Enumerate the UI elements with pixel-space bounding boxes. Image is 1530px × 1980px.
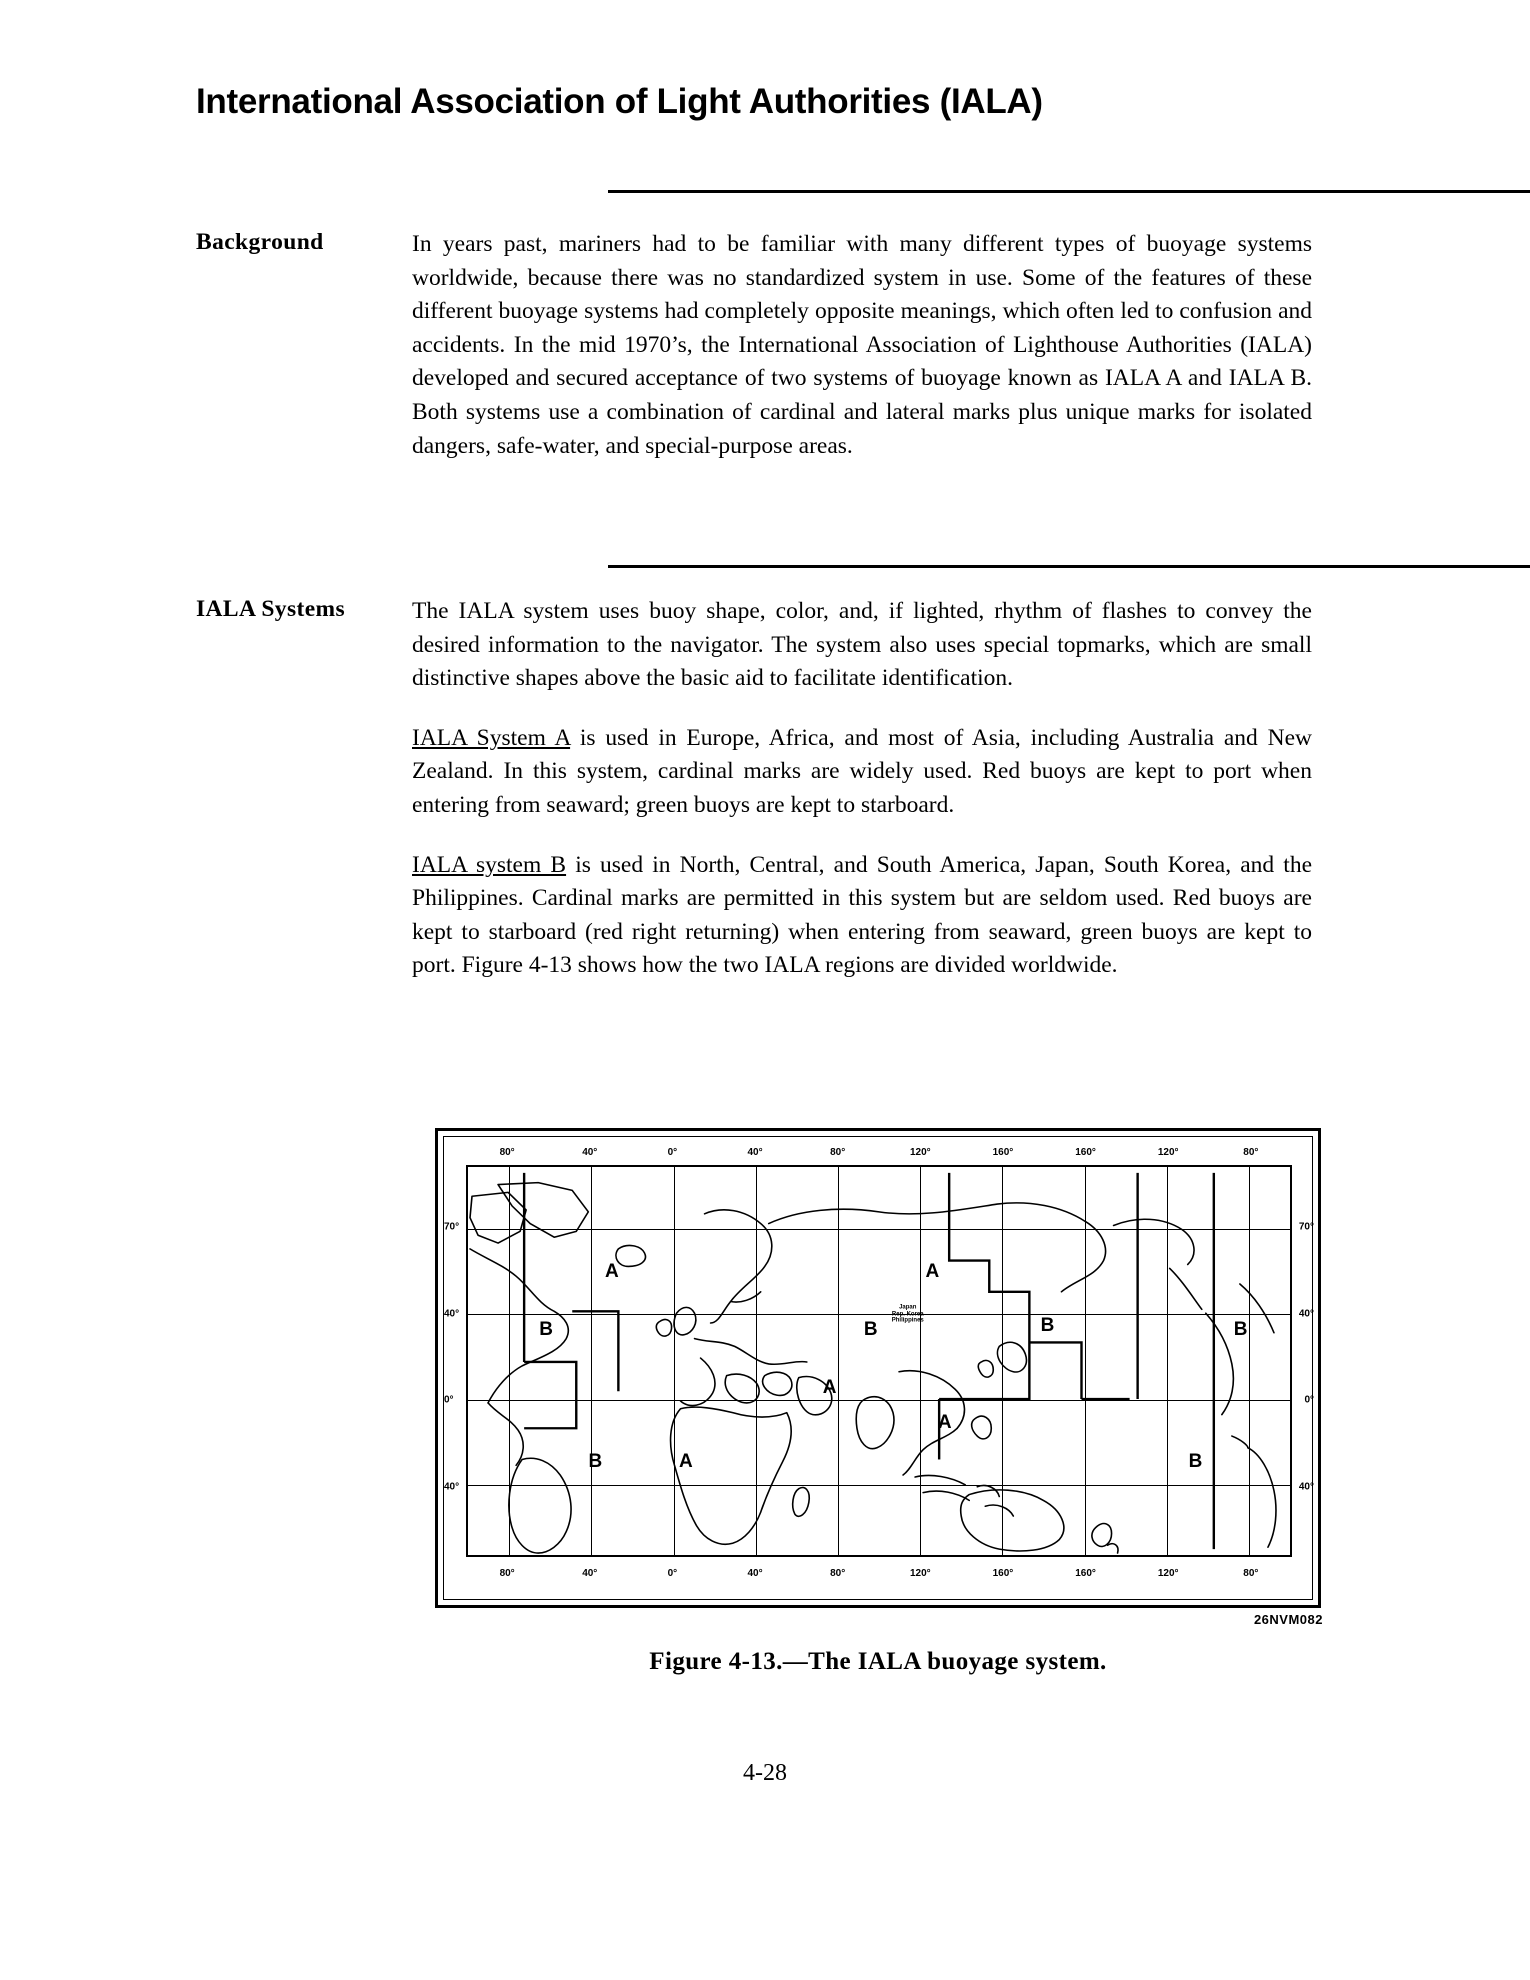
section-body-iala-systems [412, 595, 1312, 983]
map-tick-label-right: 40° [1298, 1481, 1314, 1493]
map-tick-label-left: 70° [444, 1221, 460, 1233]
map-tick-label-top: 120° [1157, 1147, 1179, 1158]
map-tick-label-top: 160° [1075, 1147, 1096, 1158]
map-region-label-b: B [539, 1318, 553, 1340]
map-tick-label-bottom: 160° [992, 1568, 1014, 1579]
section-label-iala-systems: IALA Systems [196, 596, 346, 622]
map-tick-label-left: 40° [444, 1481, 460, 1493]
map-country-label: Japan Rep. Korea Philippines [891, 1304, 924, 1324]
figure-caption: Figure 4-13.—The IALA buoyage system. [649, 1648, 1107, 1675]
paragraph-intro: The IALA system uses buoy shape, color, and, if lighted, rhythm of flashes to convey the desired information to the navigator. The system also uses special topmarks, which are small distinctive shapes above the basic aid to facilitate identification. [412, 598, 1312, 692]
map-tick-label-top: 80° [830, 1147, 846, 1158]
section-divider-top [608, 190, 1530, 193]
map-region-label-a: A [937, 1412, 952, 1434]
map-tick-label-bottom: 120° [909, 1568, 931, 1579]
map-region-label-a: A [925, 1260, 940, 1282]
system-b-term: IALA system B [412, 851, 567, 878]
map-tick-label-top: 80° [499, 1147, 515, 1158]
map-tick-label-bottom: 80° [499, 1568, 515, 1579]
system-a-text: is used in Europe, Africa, and most of Asia, including Australia and New Zealand. In this system, cardinal marks are widely used. Red buoys are kept to port when entering from seaward; green buoys are kept to starboard. [412, 724, 1312, 818]
map-region-label-a: A [678, 1450, 693, 1472]
section-divider-middle [608, 565, 1530, 568]
map-tick-label-top: 120° [909, 1147, 931, 1158]
section-label-background: Background [196, 229, 324, 255]
map-tick-label-left: 40° [444, 1308, 460, 1320]
paragraph-system-a [412, 722, 1312, 823]
map-region-label-b: B [1233, 1318, 1248, 1340]
map-source-code: 26NVM082 [1253, 1612, 1323, 1627]
map-tick-label-bottom: 40° [582, 1568, 598, 1579]
map-tick-label-right: 0° [1304, 1394, 1314, 1406]
map-tick-label-bottom: 160° [1075, 1568, 1096, 1579]
system-a-term: IALA System A [412, 724, 571, 751]
map-region-label-b: B [588, 1450, 603, 1472]
map-tick-label-top: 40° [582, 1147, 598, 1158]
map-tick-label-bottom: 0° [667, 1568, 678, 1579]
paragraph: In years past, mariners had to be familiar with many different types of buoyage systems worldwide, because there was no standardized system in use. Some of the features of these different buoyage systems had completely opposite meanings, which often led to confusion and accidents. In the mid 1970’s, the International Association of Lighthouse Authorities (IALA) developed and secured acceptance of two systems of buoyage known as IALA A and IALA B. Both systems use a combination of cardinal and lateral marks plus unique marks for isolated dangers, safe-water, and special-purpose areas. [412, 231, 1312, 459]
map-tick-label-top: 40° [747, 1147, 763, 1158]
figure-4-13 [435, 1128, 1325, 1675]
map-tick-label-bottom: 80° [830, 1568, 846, 1579]
map-tick-label-right: 40° [1298, 1308, 1314, 1320]
map-region-label-a: A [604, 1260, 619, 1282]
map-region-label-a: A [822, 1377, 837, 1399]
map-tick-label-left: 0° [444, 1394, 454, 1406]
section-body-background [412, 228, 1312, 463]
page-title: International Association of Light Authorities (IALA) [196, 82, 1043, 121]
map-region-label-b: B [1040, 1315, 1055, 1337]
map-outer-frame [435, 1128, 1321, 1608]
map-tick-label-bottom: 80° [1243, 1568, 1259, 1579]
paragraph-system-b [412, 849, 1312, 983]
page-number: 4-28 [743, 1760, 787, 1786]
map-tick-label-top: 160° [992, 1147, 1014, 1158]
map-tick-label-right: 70° [1298, 1221, 1314, 1233]
map-tick-label-bottom: 40° [747, 1568, 763, 1579]
world-map-plot [466, 1165, 1292, 1557]
map-region-label-b: B [1188, 1450, 1203, 1472]
map-tick-label-top: 0° [667, 1147, 678, 1158]
map-tick-label-bottom: 120° [1157, 1568, 1179, 1579]
map-region-label-b: B [863, 1318, 878, 1340]
system-b-text: is used in North, Central, and South America, Japan, South Korea, and the Philippines. Cardinal marks are permitted in this system but are seldom used. Red buoys are kept to starboard (red right returning) when entering from seaward, green buoys are kept to port. Figure 4-13 shows how the two IALA regions are divided worldwide. [412, 851, 1313, 979]
map-tick-label-top: 80° [1243, 1147, 1259, 1158]
coastline-artwork [468, 1167, 1290, 1555]
